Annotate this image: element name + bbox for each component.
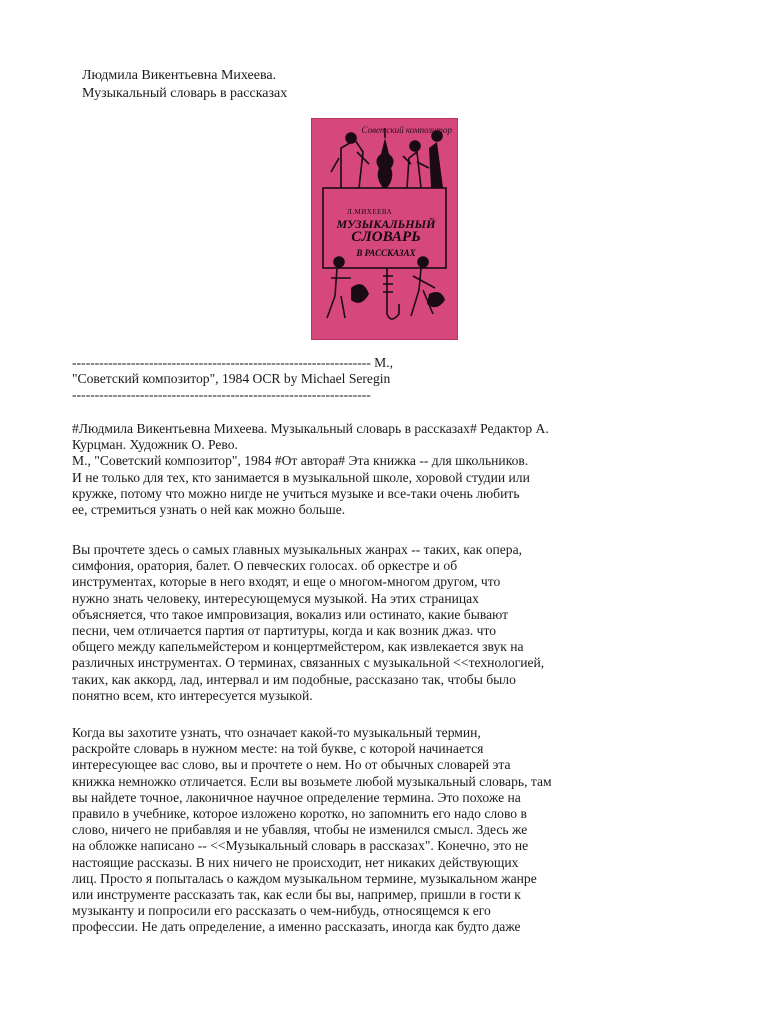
text-line: книжка немножко отличается. Если вы возьмете любой музыкальный словарь, там xyxy=(72,773,552,789)
text-line: или инструменте рассказать так, как если бы вы, например, пришли в гости к xyxy=(72,887,521,903)
text-line: настоящие рассказы. В них ничего не происходит, нет никаких действующих xyxy=(72,854,519,870)
cover-author-text: Л.МИХЕЕВА xyxy=(347,208,393,216)
text-line: песни, чем отличается партия от партитуры, когда и как возник джаз. что xyxy=(72,623,497,639)
cover-title-line: СЛОВАРЬ xyxy=(351,229,421,245)
publication-line-2: "Советский композитор", 1984 OCR by Michael Seregin xyxy=(72,371,391,387)
intro-paragraph xyxy=(72,421,632,518)
publication-info xyxy=(72,355,632,404)
text-line: Вы прочтете здесь о самых главных музыкальных жанрах -- таких, как опера, xyxy=(72,542,523,557)
text-line: кружке, потому что можно нигде не учиться музыке и все-таки очень любить xyxy=(72,485,520,501)
text-line: музыканту и попросили его рассказать о чем-нибудь, относящемся к его xyxy=(72,903,491,919)
book-cover-image xyxy=(311,118,458,340)
text-line: таких, как аккорд, лад, интервал и им подобные, рассказано так, чтобы было xyxy=(72,671,516,687)
text-line: симфония, оратория, балет. О певческих голосах. об оркестре и об xyxy=(72,558,458,574)
text-line: И не только для тех, кто занимается в музыкальной школе, хоровой студии или xyxy=(72,469,530,485)
paragraph-2 xyxy=(72,725,632,936)
text-line: раскройте словарь в нужном месте: на той букве, с которой начинается xyxy=(72,741,484,757)
publication-city: М., xyxy=(370,355,394,370)
text-line: лиц. Просто я попыталась о каждом музыкальном термине, музыкальном жанре xyxy=(72,870,537,886)
text-line: Курцман. Художник О. Рево. xyxy=(72,437,238,453)
text-line: нужно знать человеку, интересующемуся музыкой. На этих страницах xyxy=(72,590,479,606)
separator-bottom: ------------------------------------------------------------------ xyxy=(72,387,371,403)
text-line: Когда вы захотите узнать, что означает какой-то музыкальный термин, xyxy=(72,725,481,740)
text-line: слово, ничего не прибавляя и не убавляя, чтобы не изменился смысл. Здесь же xyxy=(72,822,528,838)
text-line: различных инструментах. О терминах, связанных с музыкальной <<технологией, xyxy=(72,655,545,671)
publication-line-1 xyxy=(72,355,632,371)
text-line: ее, стремиться узнать о ней как можно больше. xyxy=(72,502,346,518)
text-line: правило в учебнике, которое изложено коротко, но запомнить его надо слово в xyxy=(72,806,527,822)
cover-publisher-text: Советский композитор xyxy=(361,125,452,135)
text-line: общего между капельмейстером и концертмейстером, как извлекается звук на xyxy=(72,639,524,655)
text-line: вы найдете точное, лаконичное научное определение термина. Это похоже на xyxy=(72,789,521,805)
separator-top: ------------------------------------------------------------------ xyxy=(72,355,371,370)
text-line: на обложке написано -- <<Музыкальный словарь в рассказах". Конечно, это не xyxy=(72,838,529,854)
text-line: М., "Советский композитор", 1984 #От автора# Эта книжка -- для школьников. xyxy=(72,453,529,469)
text-line: интересующее вас слово, вы и прочтете о нем. Но от обычных словарей эта xyxy=(72,757,511,773)
text-line: #Людмила Викентьевна Михеева. Музыкальный словарь в рассказах# Редактор А. xyxy=(72,421,549,436)
book-author: Людмила Викентьевна Михеева. xyxy=(82,68,277,83)
text-line: профессии. Не дать определение, а именно рассказать, иногда как будто даже xyxy=(72,919,521,935)
text-line: понятно всем, кто интересуется музыкой. xyxy=(72,687,313,703)
text-line: инструментах, которые в него входят, и еще о многом-многом другом, что xyxy=(72,574,501,590)
book-title: Музыкальный словарь в рассказах xyxy=(82,86,288,101)
paragraph-1 xyxy=(72,542,632,704)
cover-title-line: МУЗЫКАЛЬНЫЙ xyxy=(336,217,436,231)
text-line: объясняется, что такое импровизация, вокализ или остинато, какие бывают xyxy=(72,606,509,622)
cover-title-line: В РАССКАЗАХ xyxy=(356,248,416,258)
